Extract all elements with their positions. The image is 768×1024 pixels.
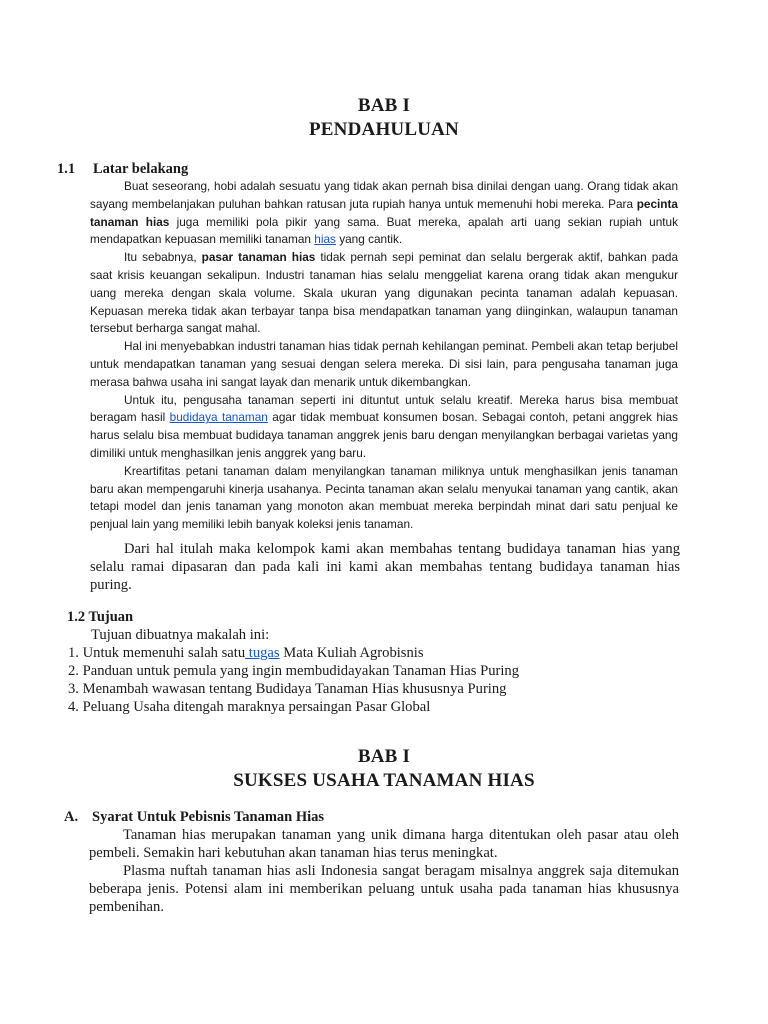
list-item — [68, 644, 519, 662]
text: yang cantik. — [335, 232, 403, 247]
section-title: Syarat Untuk Pebisnis Tanaman Hias — [92, 809, 325, 825]
section-title: Tujuan — [88, 609, 134, 625]
list-item: 2. Panduan untuk pemula yang ingin membudidayakan Tanaman Hias Puring — [68, 663, 520, 679]
objectives-list — [68, 644, 519, 716]
bold-text: pecinta tanaman hias — [90, 196, 678, 229]
text: juga memiliki pola pikir yang sama. Buat mereka, apalah arti uang sekian rupiah untuk mendapatkan kepuasan memiliki tanaman — [90, 214, 678, 247]
bold-text: pasar tanaman hias — [201, 250, 316, 265]
chapter-heading-2 — [0, 745, 768, 793]
text: agar tidak membuat konsumen bosan. Sebagai contoh, petani anggrek hias harus selalu bisa membuat budidaya tanaman anggrek jenis baru dengan menyilangkan berbagai varietas yang dimiliki untuk menghasilkan jenis anggrek yang baru. — [90, 410, 678, 460]
chapter-heading — [0, 94, 768, 142]
section-heading-1-1 — [57, 160, 188, 178]
section-number: 1.1 — [57, 161, 76, 177]
paragraph — [90, 392, 678, 463]
requirements-paragraphs — [89, 826, 679, 916]
section-heading-a — [64, 808, 324, 826]
tugas-link[interactable]: tugas — [245, 645, 280, 661]
text: Mata Kuliah Agrobisnis — [279, 645, 424, 661]
paragraph: Tanaman hias merupakan tanaman yang unik dimana harga ditentukan oleh pasar atau oleh pembeli. Semakin hari kebutuhan akan tanaman hias terus meningkat. — [89, 827, 679, 861]
section-number: 1.2 — [67, 609, 86, 625]
chapter-title: PENDAHULUAN — [309, 119, 459, 140]
chapter-number: BAB I — [357, 746, 411, 767]
chapter-number: BAB I — [357, 95, 411, 116]
background-paragraphs — [90, 178, 678, 534]
text: Untuk memenuhi salah satu — [82, 645, 246, 661]
text: Untuk itu, pengusaha tanaman seperti ini dituntut untuk selalu kreatif. Mereka harus bisa membuat beragam hasil — [90, 392, 678, 425]
conclusion-paragraph-block — [90, 540, 680, 594]
list-item: 4. Peluang Usaha ditengah maraknya persaingan Pasar Global — [68, 699, 431, 715]
budidaya-tanaman-link[interactable]: budidaya tanaman — [169, 410, 268, 425]
section-title: Latar belakang — [93, 161, 189, 177]
paragraph: Hal ini menyebabkan industri tanaman hias tidak pernah kehilangan peminat. Pembeli akan tetap berjubel untuk mendapatkan tanaman yang sesuai dengan selera mereka. Di sisi lain, para pengusaha tanaman juga merasa bahwa usaha ini sangat layak dan menarik untuk dikembangkan. — [90, 339, 678, 389]
hias-link[interactable]: hias — [314, 232, 336, 247]
section-number: A. — [64, 809, 79, 825]
paragraph: Dari hal itulah maka kelompok kami akan membahas tentang budidaya tanaman hias yang selalu ramai dipasaran dan pada kali ini kami akan membahas tentang budidaya tanaman hias puring. — [90, 541, 680, 593]
text: Itu sebabnya, — [124, 250, 202, 265]
list-number: 1. — [68, 645, 79, 661]
objectives-intro: Tujuan dibuatnya makalah ini: — [91, 627, 270, 643]
text: tidak pernah sepi peminat dan selalu bergerak aktif, bahkan pada saat krisis keuangan sekalipun. Industri tanaman hias selalu menggeliat karena orang tidak akan mengukur uang mereka dengan skala volume. Skala ukuran yang digunakan pecinta tanaman adalah kepuasan. Kepuasan mereka tidak akan terbayar tanpa bisa mendapatkan tanaman yang diinginkan, walaupun tanaman tersebut berharga sangat mahal. — [90, 250, 678, 336]
list-item: 3. Menambah wawasan tentang Budidaya Tanaman Hias khususnya Puring — [68, 681, 507, 697]
chapter-title: SUKSES USAHA TANAMAN HIAS — [233, 770, 535, 791]
paragraph: Plasma nuftah tanaman hias asli Indonesia sangat beragam misalnya anggrek saja ditemukan beberapa jenis. Potensi alam ini memberikan peluang untuk usaha pada tanaman hias khususnya pembenihan. — [89, 863, 679, 915]
paragraph — [90, 249, 678, 338]
paragraph: Kreartifitas petani tanaman dalam menyilangkan tanaman miliknya untuk menghasilkan jenis tanaman baru akan mempengaruhi kinerja usahanya. Pecinta tanaman akan selalu menyukai tanaman yang cantik, akan tetapi model dan jenis tanaman yang monoton akan membuat mereka berpindah minat dari satu penjual ke penjual lain yang memiliki lebih banyak koleksi jenis tanaman. — [90, 463, 678, 532]
paragraph — [90, 178, 678, 249]
section-heading-1-2 — [67, 608, 133, 626]
text: Buat seseorang, hobi adalah sesuatu yang tidak akan pernah bisa dinilai dengan uang. Orang tidak akan sayang membelanjakan puluhan bahkan ratusan juta rupiah hanya untuk memenuhi hobi mereka. Para — [90, 179, 678, 211]
